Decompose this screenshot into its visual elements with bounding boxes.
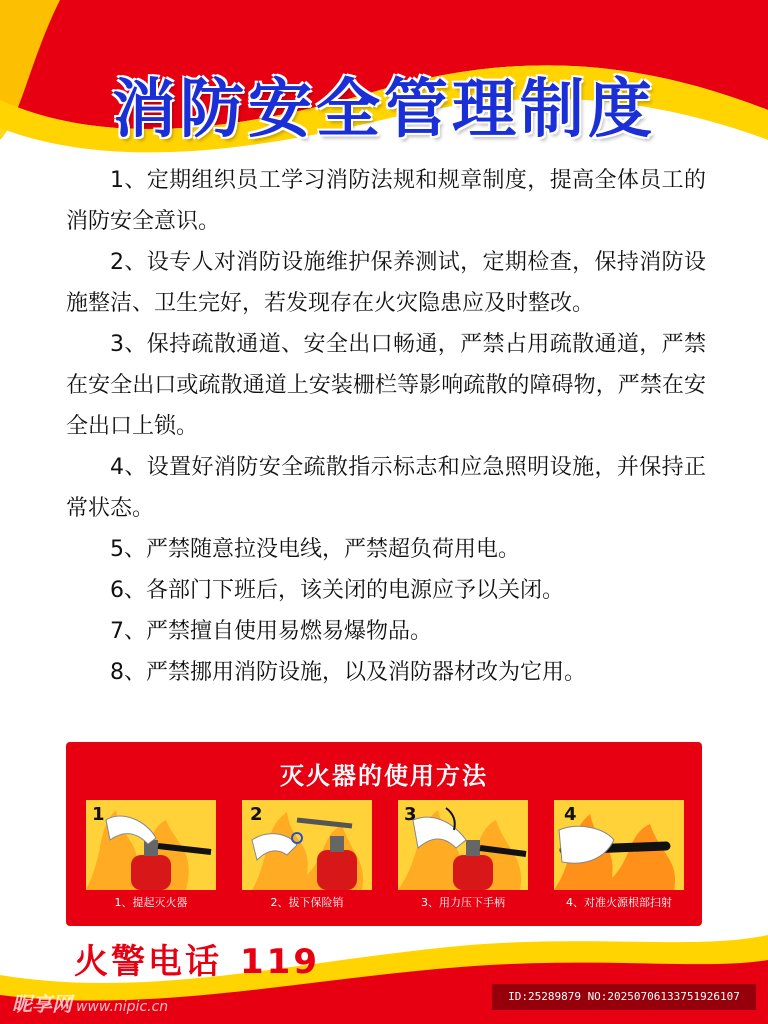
step-number: 2	[250, 804, 263, 825]
fire-hotline	[74, 934, 320, 983]
rule-item-4: 4、设置好消防安全疏散指示标志和应急照明设施，并保持正常状态。	[66, 455, 706, 521]
rule-item-3: 3、保持疏散通道、安全出口畅通，严禁占用疏散通道，严禁在安全出口或疏散通道上安装栅栏等影响疏散的障碍物，严禁在安全出口上锁。	[66, 332, 706, 439]
step-number: 3	[404, 804, 417, 825]
step-4-caption: 4、对准火源根部扫射	[566, 896, 672, 909]
rule-item-6: 6、各部门下班后，该关闭的电源应予以关闭。	[110, 578, 564, 603]
page-title: 消防安全管理制度	[112, 73, 656, 147]
step-1-illustration	[86, 800, 216, 890]
rule-item-1: 1、定期组织员工学习消防法规和规章制度，提高全体员工的消防安全意识。	[66, 168, 706, 234]
step-2-illustration	[242, 800, 372, 890]
step-number: 1	[92, 804, 105, 825]
image-id-bar: ID:25289879 NO:20250706133751926107	[492, 984, 756, 1010]
step-1-caption: 1、提起灭火器	[114, 896, 188, 909]
hotline-number: 119	[240, 942, 320, 982]
rule-item-2: 2、设专人对消防设施维护保养测试，定期检查，保持消防设施整洁、卫生完好，若发现存在火灾隐患应及时整改。	[66, 250, 706, 316]
extinguisher-instructions-panel	[66, 742, 702, 926]
step-4-illustration	[554, 800, 684, 890]
watermark	[12, 988, 168, 1017]
watermark-url: www.nipic.cn	[76, 999, 169, 1015]
step-3-caption: 3、用力压下手柄	[421, 896, 505, 909]
hotline-label: 火警电话	[74, 942, 222, 982]
rule-item-7: 7、严禁擅自使用易燃易爆物品。	[110, 619, 432, 644]
rules-list	[66, 160, 706, 693]
step-3-illustration	[398, 800, 528, 890]
rule-item-8: 8、严禁挪用消防设施，以及消防器材改为它用。	[110, 660, 586, 685]
rule-item-5: 5、严禁随意拉没电线，严禁超负荷用电。	[110, 537, 520, 562]
extinguisher-heading: 灭火器的使用方法	[280, 762, 488, 790]
watermark-brand: 昵享网	[12, 992, 72, 1016]
step-2-caption: 2、拔下保险销	[270, 896, 344, 909]
step-number: 4	[564, 804, 577, 825]
